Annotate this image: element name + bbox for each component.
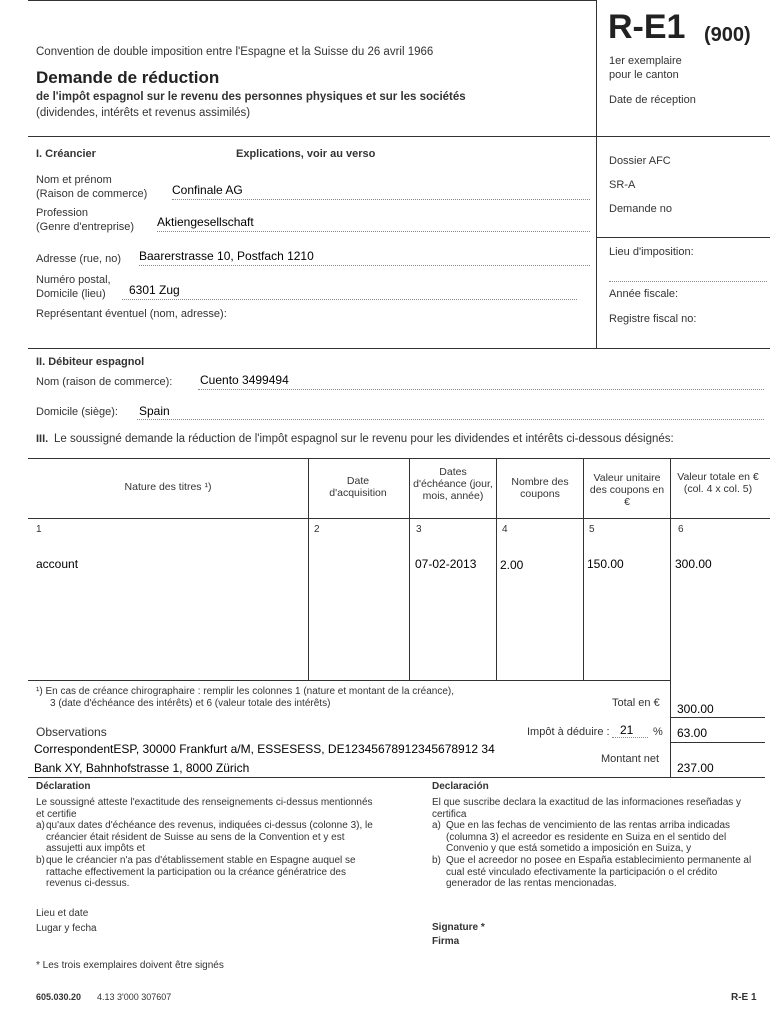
form-code: R-E1 [608, 8, 686, 46]
name-label-2: (Raison de commerce) [36, 188, 148, 200]
declaration-fr-body: Le soussigné atteste l'exactitude des renseignements ci-dessus mentionnés et certifie a) qu'aux dates d'échéance des revenus, indiquées ci-dessus (colonne 3), le créancier était résident de Suisse au sens de la Convention et y est assujetti aux impôts et b) que le créancier n'a pas d'établissement stable en Espagne auquel se rattache effectivement la participation ou la créance génératrice des revenus ci-dessus. [36, 797, 373, 890]
net-label: Montant net [601, 753, 660, 765]
impot-pct: % [653, 726, 663, 738]
footnote-line-2: 3 (date d'échéance des intérêts) et 6 (valeur totale des intérêts) [50, 698, 331, 709]
col-number-3: 3 [416, 524, 422, 535]
explications-label: Explications, voir au verso [236, 148, 376, 160]
debtor-domicile-field[interactable]: Spain [139, 404, 170, 418]
postal-label-2: Domicile (lieu) [36, 288, 106, 300]
declaration-es-body: El que suscribe declara la exactitud de las informaciones reseñadas y certifica a) Que en las fechas de vencimiento de las rentas arriba indicadas (columna 3) el acreedor es residente en Suiza en el sentido del Convenio y que está sometido a imposición en Suiza, y b) Que el acreedor no posee en España establecimiento permanente al cual esté vinculado efectivamente la participación o el crédito generador de las rentas mencionadas. [432, 797, 752, 890]
col-header-valeur-totale: Valeur totale en € (col. 4 x col. 5) [677, 471, 759, 495]
total-field[interactable]: 300.00 [677, 702, 714, 716]
impot-field[interactable]: 63.00 [677, 726, 708, 740]
representant-label: Représentant éventuel (nom, adresse): [36, 308, 227, 320]
col-header-dates-echeance: Dates d'échéance (jour, mois, année) [413, 466, 493, 502]
firma-label: Firma [432, 936, 460, 947]
form-id-footer: R-E 1 [731, 992, 757, 1003]
registre-fiscal-label: Registre fiscal no: [609, 313, 697, 325]
demande-no-label: Demande no [609, 203, 672, 215]
col-header-nombre-coupons: Nombre des coupons [511, 476, 569, 500]
observations-label: Observations [36, 725, 107, 739]
observations-line-2[interactable]: Bank XY, Bahnhofstrasse 1, 8000 Zürich [34, 761, 250, 775]
profession-label-1: Profession [36, 207, 88, 219]
name-label-1: Nom et prénom [36, 174, 112, 186]
footnote-line-1: ¹) En cas de créance chirographaire : remplir les colonnes 1 (nature et montant de la créance), [36, 686, 454, 697]
debtor-domicile-label: Domicile (siège): [36, 406, 118, 418]
observations-line-1[interactable]: CorrespondentESP, 30000 Frankfurt a/M, ESSESESS, DE12345678912345678912 34 [34, 742, 495, 756]
col-number-4: 4 [502, 524, 508, 535]
section-1-heading: I. Créancier [36, 148, 96, 160]
form-number: (900) [704, 24, 751, 46]
profession-field[interactable]: Aktiengesellschaft [157, 215, 254, 229]
signature-label: Signature * [432, 922, 485, 933]
dossier-afc-label: Dossier AFC [609, 155, 671, 167]
col-header-nature: Nature des titres ¹) [124, 481, 212, 493]
annee-fiscale-label: Année fiscale: [609, 288, 679, 300]
total-label: Total en € [612, 697, 660, 709]
date-reception-label: Date de réception [609, 94, 696, 106]
copy-line-1: 1er exemplaire [609, 55, 682, 67]
address-field[interactable]: Baarerstrasse 10, Postfach 1210 [139, 249, 314, 263]
copy-line-2: pour le canton [609, 69, 679, 81]
address-label: Adresse (rue, no) [36, 253, 121, 265]
section-3-heading: III. [36, 433, 49, 445]
col-number-1: 1 [36, 524, 42, 535]
debtor-name-field[interactable]: Cuento 3499494 [200, 373, 289, 387]
sr-a-label: SR-A [609, 179, 636, 191]
lieu-date-fr: Lieu et date [36, 908, 89, 919]
cell-date-echeance[interactable]: 07-02-2013 [415, 557, 477, 571]
form-title: Demande de réduction [36, 68, 220, 87]
declaration-es-title: Declaración [432, 781, 489, 792]
creditor-name-field[interactable]: Confinale AG [172, 183, 243, 197]
signature-note: * Les trois exemplaires doivent être signés [36, 960, 224, 971]
col-header-date-acquisition: Date d'acquisition [329, 475, 387, 499]
form-version-footer: 4.13 3'000 307607 [97, 992, 172, 1002]
col-number-6: 6 [678, 524, 684, 535]
form-subtitle-2: (dividendes, intérêts et revenus assimilés) [36, 107, 251, 119]
lieu-date-es: Lugar y fecha [36, 923, 97, 934]
form-subtitle: de l'impôt espagnol sur le revenu des personnes physiques et sur les sociétés [36, 91, 466, 103]
impot-label: Impôt à déduire : [527, 726, 610, 738]
net-field[interactable]: 237.00 [677, 761, 714, 775]
debtor-name-label: Nom (raison de commerce): [36, 376, 173, 388]
impot-rate-field[interactable]: 21 [620, 723, 634, 737]
cell-nature[interactable]: account [36, 557, 79, 571]
cell-valeur-totale[interactable]: 300.00 [675, 557, 712, 571]
col-number-2: 2 [314, 524, 320, 535]
postal-field[interactable]: 6301 Zug [129, 283, 180, 297]
declaration-fr-title: Déclaration [36, 781, 91, 792]
form-code-footer: 605.030.20 [36, 992, 82, 1002]
profession-label-2: (Genre d'entreprise) [36, 221, 135, 233]
convention-text: Convention de double imposition entre l'Espagne et la Suisse du 26 avril 1966 [36, 46, 434, 58]
postal-label-1: Numéro postal, [36, 274, 111, 286]
col-header-valeur-unitaire: Valeur unitaire des coupons en € [589, 472, 665, 508]
col-number-5: 5 [589, 524, 595, 535]
section-2-heading: II. Débiteur espagnol [36, 356, 145, 368]
lieu-imposition-label: Lieu d'imposition: [609, 246, 694, 258]
cell-nombre-coupons[interactable]: 2.00 [500, 558, 524, 572]
section-3-text: Le soussigné demande la réduction de l'impôt espagnol sur le revenu pour les dividendes et intérêts ci-dessous désignés: [54, 433, 674, 445]
cell-valeur-unitaire[interactable]: 150.00 [587, 557, 624, 571]
